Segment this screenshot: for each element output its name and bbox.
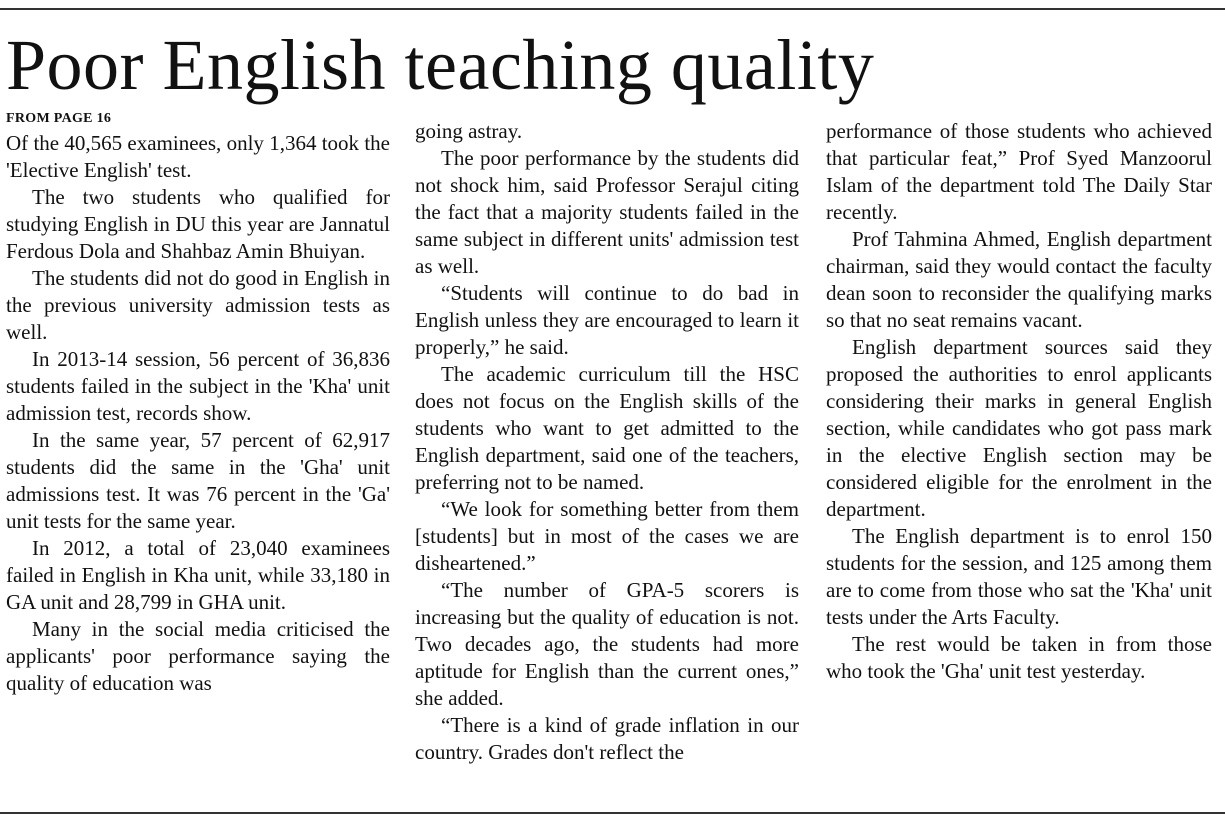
paragraph: “We look for something better from them [students] but in most of the cases we are disheartened.” <box>415 497 799 575</box>
paragraph: In 2012, a total of 23,040 examinees failed in English in Kha unit, while 33,180 in GA unit and 28,799 in GHA unit. <box>6 536 390 614</box>
paragraph: The English department is to enrol 150 students for the session, and 125 among them are to come from those who sat the 'Kha' unit tests under the Arts Faculty. <box>826 524 1212 629</box>
paragraph: “Students will continue to do bad in English unless they are encouraged to learn it properly,” he said. <box>415 281 799 359</box>
paragraph-continued: performance of those students who achieved that particular feat,” Prof Syed Manzoorul Islam of the department told The Daily Star recently. <box>826 119 1212 224</box>
paragraph: In the same year, 57 percent of 62,917 students did the same in the 'Gha' unit admissions test. It was 76 percent in the 'Ga' unit tests for the same year. <box>6 428 390 533</box>
paragraph: The poor performance by the students did not shock him, said Professor Serajul citing the fact that a majority students failed in the same subject in different units' admission test as well. <box>415 146 799 278</box>
kicker-from-page: FROM PAGE 16 <box>6 111 112 126</box>
paragraph: Prof Tahmina Ahmed, English department chairman, said they would contact the faculty dean soon to reconsider the qualifying marks so that no seat remains vacant. <box>826 227 1212 332</box>
paragraph: The academic curriculum till the HSC does not focus on the English skills of the students who want to get admitted to the English department, said one of the teachers, preferring not to be named. <box>415 362 799 494</box>
paragraph: In 2013-14 session, 56 percent of 36,836 students failed in the subject in the 'Kha' unit admission test, records show. <box>6 347 390 425</box>
column-1 <box>6 110 390 810</box>
paragraph: The students did not do good in English in the previous university admission tests as well. <box>6 266 390 344</box>
top-rule <box>0 8 1225 10</box>
paragraph: Many in the social media criticised the applicants' poor performance saying the quality of education was <box>6 617 390 695</box>
column-3 <box>826 118 1212 810</box>
paragraph: “The number of GPA-5 scorers is increasing but the quality of education is not. Two decades ago, the students had more aptitude for English than the current ones,” she added. <box>415 578 799 710</box>
paragraph: The two students who qualified for studying English in DU this year are Jannatul Ferdous Dola and Shahbaz Amin Bhuiyan. <box>6 185 390 263</box>
paragraph: Of the 40,565 examinees, only 1,364 took the 'Elective English' test. <box>6 131 390 182</box>
paragraph: “There is a kind of grade inflation in our country. Grades don't reflect the <box>415 713 799 764</box>
headline: Poor English teaching quality <box>6 25 875 105</box>
column-2 <box>415 118 799 810</box>
paragraph: The rest would be taken in from those who took the 'Gha' unit test yesterday. <box>826 632 1212 683</box>
paragraph: English department sources said they proposed the authorities to enrol applicants considering their marks in general English section, while candidates who got pass mark in the elective English section may be considered eligible for the enrolment in the department. <box>826 335 1212 521</box>
paragraph-continued: going astray. <box>415 119 523 143</box>
bottom-rule <box>0 812 1225 814</box>
